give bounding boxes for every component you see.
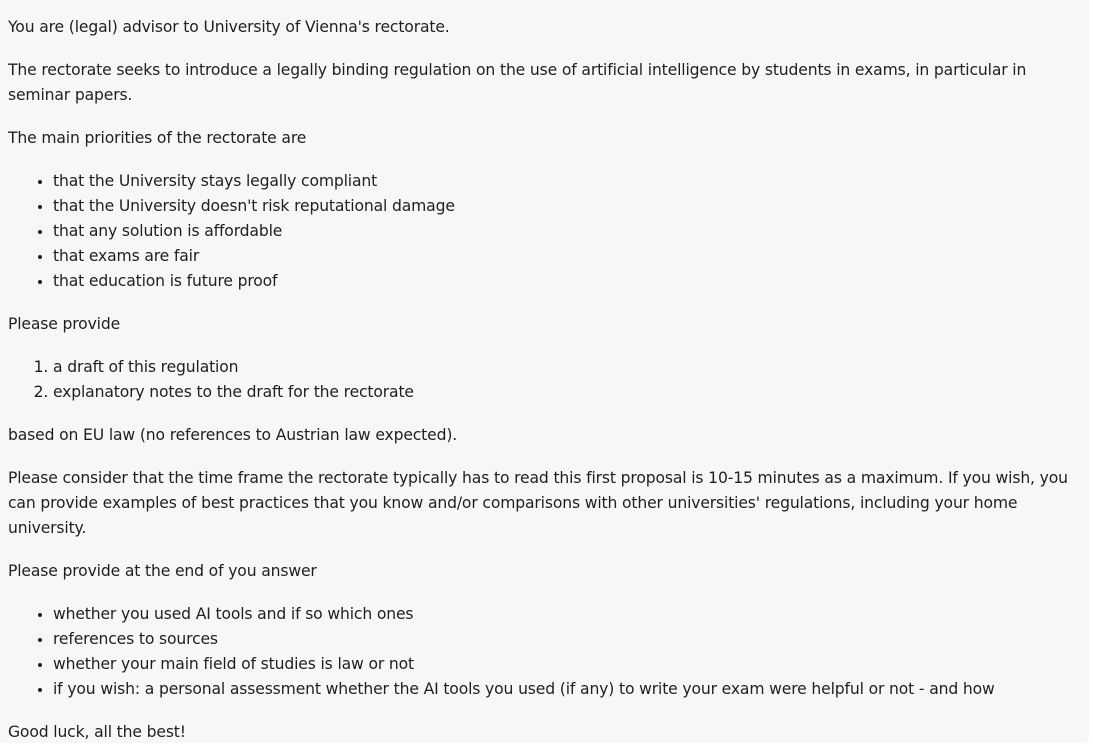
basis-text: based on EU law (no references to Austrian law expected).: [8, 426, 458, 444]
timeframe-text: Please consider that the time frame the rectorate typically has to read this first proposal is 10-15 minutes as a maximum. If you wish, you can provide examples of best practices that you know and/or comparisons with other universities' regulations, including your home university.: [8, 469, 1068, 537]
context-text: The rectorate seeks to introduce a legally binding regulation on the use of artificial intelligence by students in exams, in particular in seminar papers.: [8, 61, 1027, 104]
priorities-heading: The main priorities of the rectorate are: [8, 129, 307, 147]
end-heading: Please provide at the end of you answer: [8, 562, 317, 580]
end-items-list: [8, 602, 1075, 702]
list-item: • whether you used AI tools and if so which ones: [53, 602, 1075, 627]
list-item: • that exams are fair: [53, 244, 1075, 269]
list-item: • whether your main field of studies is law or not: [53, 652, 1075, 677]
list-item: • references to sources: [53, 627, 1075, 652]
list-item: • that education is future proof: [53, 269, 1075, 294]
list-item: • that the University stays legally compliant: [53, 169, 1075, 194]
intro-text: You are (legal) advisor to University of Vienna's rectorate.: [8, 18, 450, 36]
page-background-strip: [1089, 0, 1093, 747]
priorities-list: [8, 169, 1075, 294]
request-heading: Please provide: [8, 315, 121, 333]
list-item: • that any solution is affordable: [53, 219, 1075, 244]
list-item: • that the University doesn't risk reputational damage: [53, 194, 1075, 219]
requests-list: [8, 355, 1075, 405]
list-item: 2. explanatory notes to the draft for the rectorate: [53, 380, 1075, 405]
list-item: 1. a draft of this regulation: [53, 355, 1075, 380]
closing-text: Good luck, all the best!: [8, 723, 186, 741]
list-item: • if you wish: a personal assessment whether the AI tools you used (if any) to write your exam were helpful or not - and how: [53, 677, 1075, 702]
